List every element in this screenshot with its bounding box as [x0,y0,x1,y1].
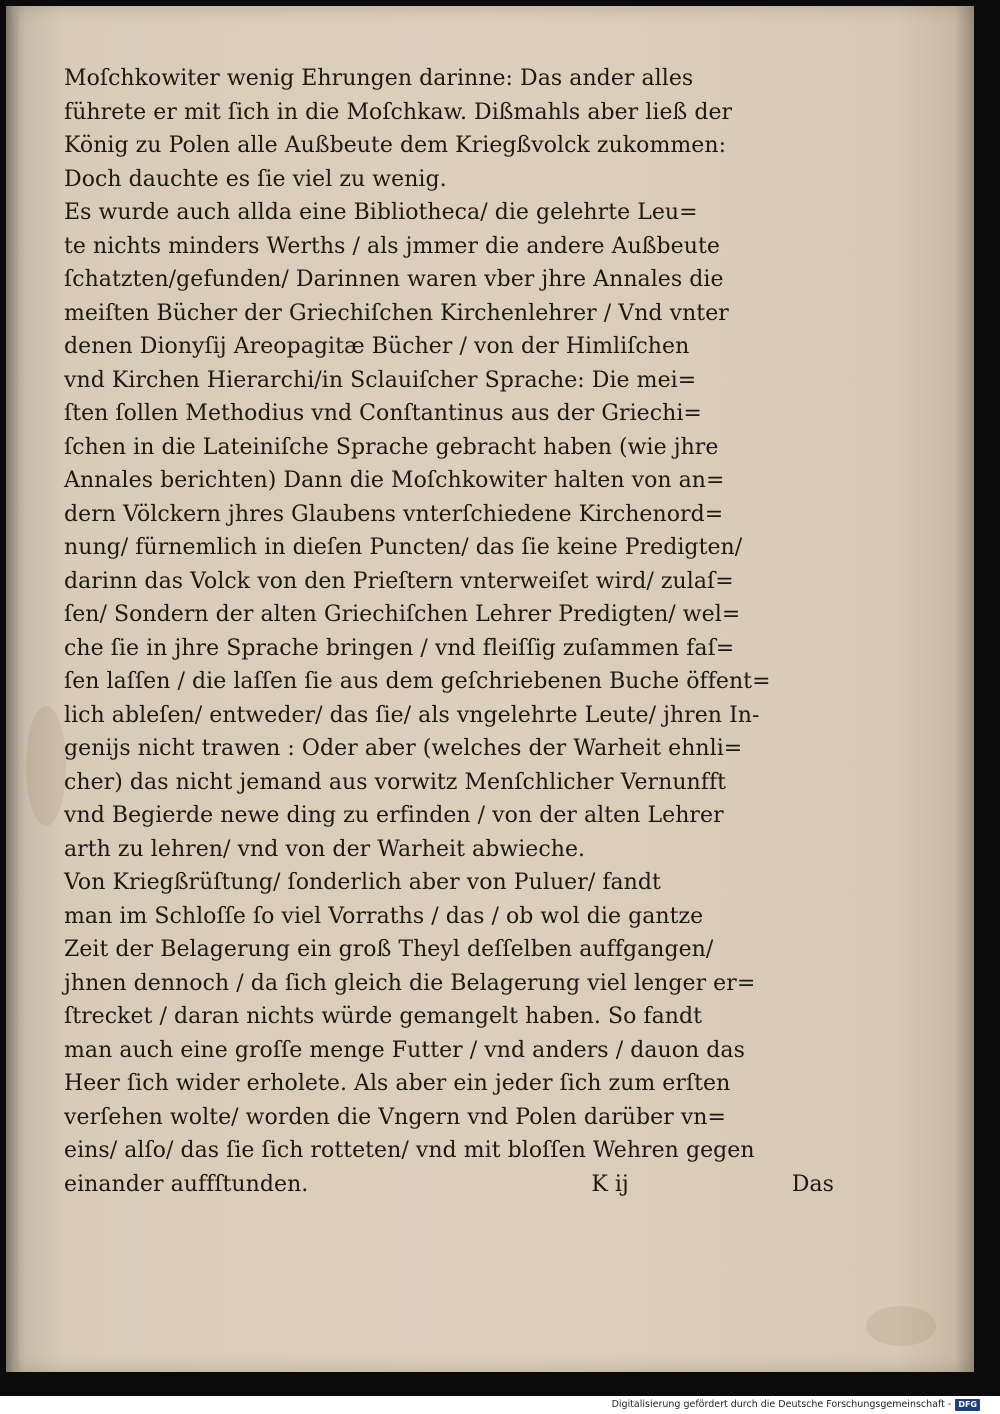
text-line: Zeit der Belagerung ein groß Theyl deſſelben auffgangen/ [64,937,714,962]
text-line: ſtrecket / daran nichts würde gemangelt haben. So fandt [64,1004,703,1029]
text-line: Heer ſich wider erholete. Als aber ein jeder ſich zum erſten [64,1071,731,1096]
book-page [6,6,974,1372]
dfg-logo-icon: DFG [955,1399,980,1411]
page-binding-edge [6,6,20,1372]
text-line: eins/ alſo/ das ſie ſich rotteten/ vnd mit bloſſen Wehren gegen [64,1138,755,1163]
text-line: verſehen wolte/ worden die Vngern vnd Polen darüber vn= [64,1104,727,1130]
text-line: te nichts minders Werths / als jmmer die andere Außbeute [64,233,720,259]
page-text [64,62,834,1201]
text-line: Moſchkowiter wenig Ehrungen darinne: Das ander alles [64,66,694,91]
text-line: ſen/ Sondern der alten Griechiſchen Lehrer Predigten/ wel= [64,602,741,627]
text-line: Doch dauchte es ſie viel zu wenig. [64,166,447,192]
last-line [64,1168,834,1202]
text-line: genijs nicht trawen : Oder aber (welches der Warheit ehnli= [64,736,743,761]
signature-mark: K ij [591,1171,629,1197]
footer-text: Digitalisierung gefördert durch die Deutsche Forschungsgemeinschaft - [611,1399,952,1410]
text-line: führete er mit ſich in die Moſchkaw. Dißmahls aber ließ der [64,99,733,125]
last-line-text: einander auffſtunden. [64,1171,309,1197]
text-line: ſchatzten/gefunden/ Darinnen waren vber jhre Annales die [64,267,724,292]
text-line: man auch eine groſſe menge Futter / vnd anders / dauon das [64,1037,745,1063]
text-line: lich ableſen/ entweder/ das ſie/ als vngelehrte Leute/ jhren In- [64,702,760,728]
text-line: jhnen dennoch / da ſich gleich die Belagerung viel lenger er= [64,970,756,996]
text-line: Von Kriegßrüſtung/ ſonderlich aber von Puluer/ fandt [64,870,661,895]
text-line: dern Völckern jhres Glaubens vnterſchiedene Kirchenord= [64,501,724,527]
text-line: vnd Begierde newe ding zu erfinden / von der alten Lehrer [64,803,724,828]
digitization-footer [612,1396,980,1414]
text-line: cher) das nicht jemand aus vorwitz Menſchlicher Vernunfft [64,769,727,795]
text-line: denen Dionyſij Areopagitæ Bücher / von der Himliſchen [64,334,690,359]
paper-stain [26,706,66,826]
text-line: arth zu lehren/ vnd von der Warheit abwieche. [64,836,586,862]
text-line: man im Schloſſe ſo viel Vorraths / das / ob wol die gantze [64,903,704,929]
text-line: meiſten Bücher der Griechiſchen Kirchenlehrer / Vnd vnter [64,300,729,326]
text-line: ſten ſollen Methodius vnd Conſtantinus aus der Griechi= [64,401,702,426]
text-line: Annales berichten) Dann die Moſchkowiter halten von an= [64,468,725,493]
text-line: König zu Polen alle Außbeute dem Kriegßvolck zukommen: [64,133,727,158]
text-line: Es wurde auch allda eine Bibliotheca/ die gelehrte Leu= [64,200,698,225]
paper-stain [866,1306,936,1346]
catchword: Das [791,1171,834,1197]
text-line: vnd Kirchen Hierarchi/in Sclauiſcher Sprache: Die mei= [64,367,697,393]
text-line: che ſie in jhre Sprache bringen / vnd fleiſſig zuſammen faſ= [64,635,735,661]
text-line: ſen laſſen / die laſſen ſie aus dem geſchriebenen Buche öffent= [64,669,771,694]
text-line: darinn das Volck von den Prieſtern vnterweiſet wird/ zulaſ= [64,568,734,594]
text-line: ſchen in die Lateiniſche Sprache gebracht haben (wie jhre [64,434,719,460]
text-line: nung/ fürnemlich in dieſen Puncten/ das ſie keine Predigten/ [64,535,743,560]
